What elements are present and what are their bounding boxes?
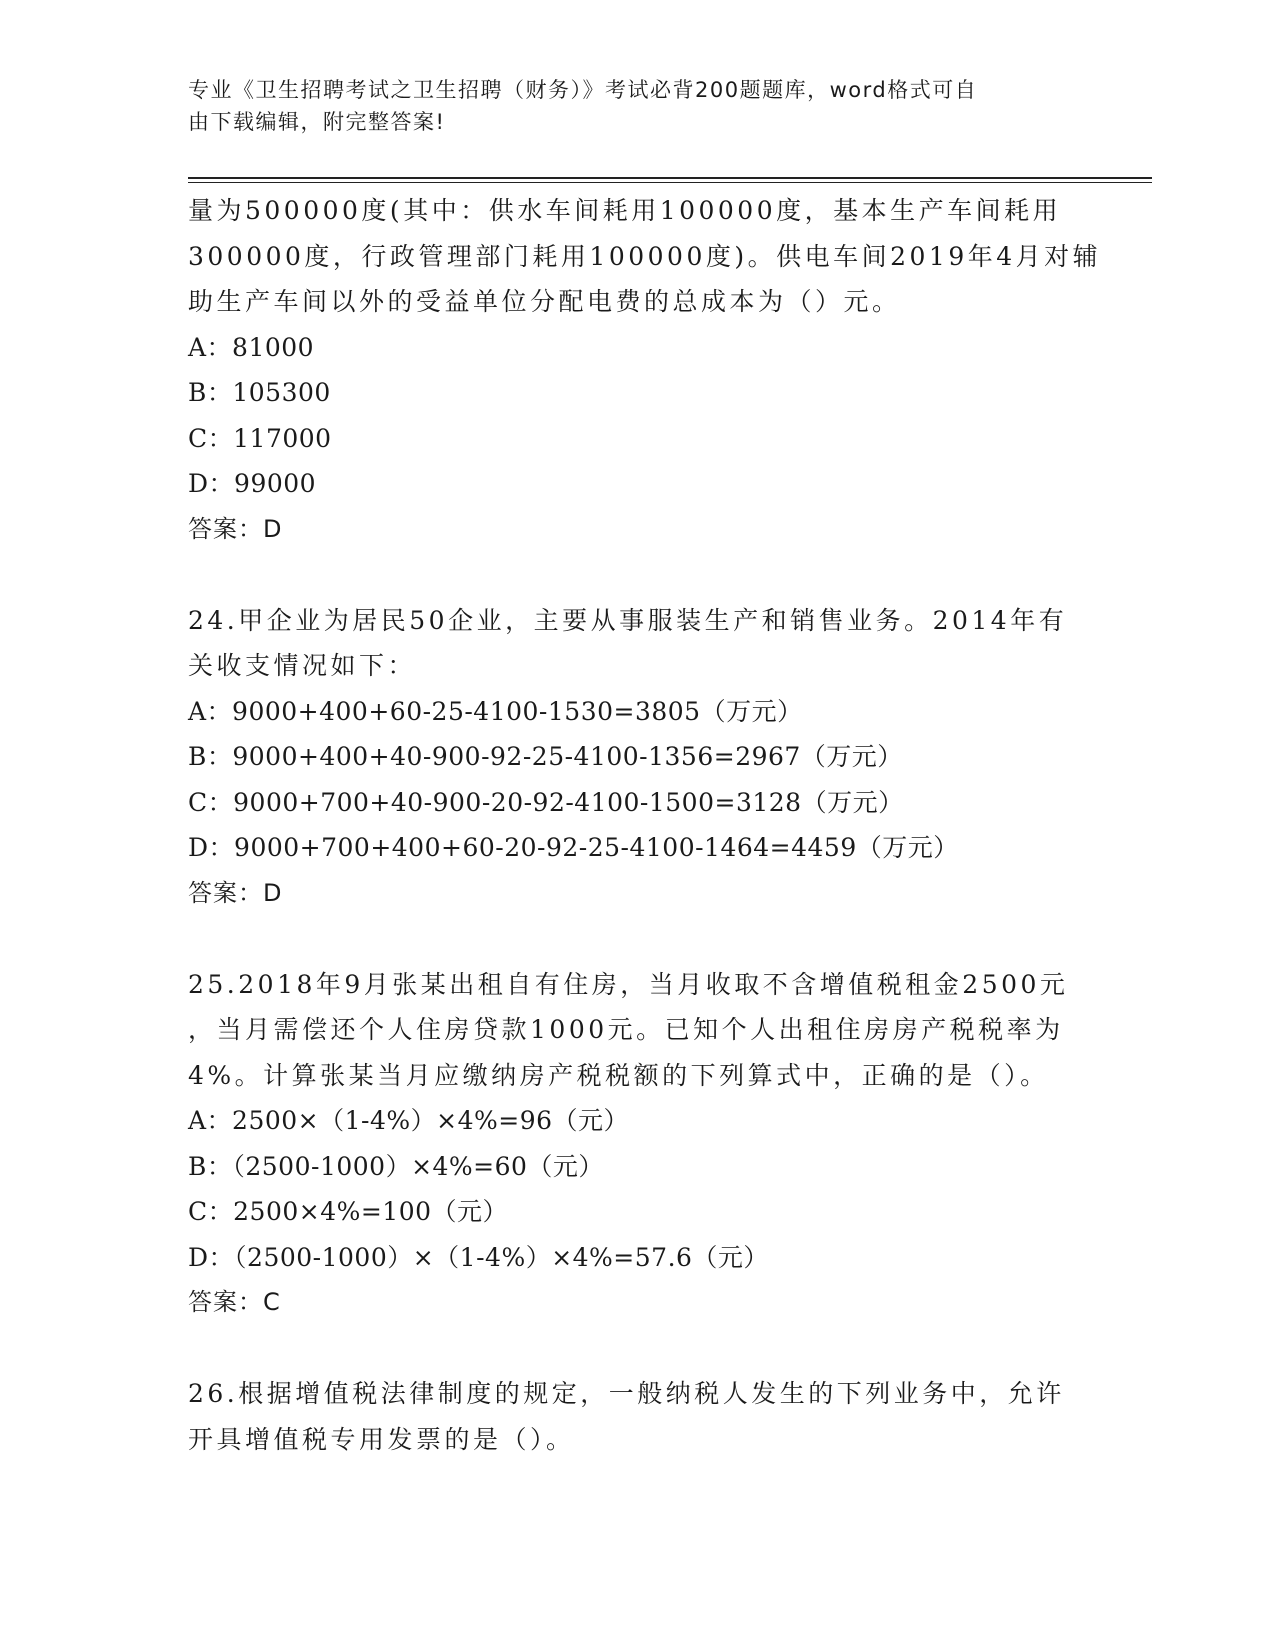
question-text-line: 量为500000度(其中：供水车间耗用100000度，基本生产车间耗用 xyxy=(188,196,1062,225)
answer-line: 答案：D xyxy=(188,878,283,907)
question-text-line: 26.根据增值税法律制度的规定，一般纳税人发生的下列业务中，允许 xyxy=(188,1379,1065,1408)
question-text-line: ，当月需偿还个人住房贷款1000元。已知个人出租住房房产税税率为 xyxy=(188,1015,1064,1044)
question-text-line: 300000度，行政管理部门耗用100000度)。供电车间2019年4月对辅 xyxy=(188,241,1102,271)
spacer xyxy=(188,916,1088,962)
option-b: B：（2500-1000）×4%=60（元） xyxy=(188,1151,604,1181)
spacer xyxy=(188,552,1088,598)
answer-line: 答案：D xyxy=(188,514,283,543)
document-header xyxy=(188,74,1068,138)
header-rule-thick xyxy=(188,177,1152,179)
option-c: C：117000 xyxy=(188,423,332,453)
document-body xyxy=(188,188,1102,1462)
option-a: A：9000+400+60-25-4100-1530=3805（万元） xyxy=(188,696,803,726)
header-line-1: 专业《卫生招聘考试之卫生招聘（财务）》考试必背200题题库，word格式可自 xyxy=(188,78,978,102)
header-line-2: 由下载编辑，附完整答案! xyxy=(188,110,446,134)
answer-line: 答案：C xyxy=(188,1288,281,1316)
option-d: D：99000 xyxy=(188,469,317,498)
question-text-line: 25.2018年9月张某出租自有住房，当月收取不含增值税租金2500元 xyxy=(188,969,1069,999)
question-23 xyxy=(188,188,1102,552)
option-d: D：（2500-1000）×（1-4%）×4%=57.6（元） xyxy=(188,1242,769,1272)
question-26 xyxy=(188,1371,1088,1462)
option-a: A：81000 xyxy=(188,332,315,362)
question-text-line: 助生产车间以外的受益单位分配电费的总成本为（）元。 xyxy=(188,287,901,316)
question-text-line: 4%。计算张某当月应缴纳房产税税额的下列算式中，正确的是（）。 xyxy=(188,1060,1049,1090)
question-25 xyxy=(188,962,1088,1326)
question-text-line: 24.甲企业为居民50企业，主要从事服装生产和销售业务。2014年有 xyxy=(188,605,1068,635)
option-a: A：2500×（1-4%）×4%=96（元） xyxy=(188,1106,630,1135)
question-text-line: 开具增值税专用发票的是（）。 xyxy=(188,1424,575,1454)
option-c: C：2500×4%=100（元） xyxy=(188,1197,509,1226)
option-b: B：9000+400+40-900-92-25-4100-1356=2967（万元） xyxy=(188,742,903,771)
question-text-line: 关收支情况如下： xyxy=(188,651,417,680)
option-c: C：9000+700+40-900-20-92-4100-1500=3128（万元） xyxy=(188,787,904,817)
option-d: D：9000+700+400+60-20-92-25-4100-1464=4459（万元） xyxy=(188,833,959,862)
option-b: B：105300 xyxy=(188,378,331,407)
question-24 xyxy=(188,598,1088,917)
header-rule-thin xyxy=(188,182,1152,183)
spacer xyxy=(188,1326,1088,1372)
